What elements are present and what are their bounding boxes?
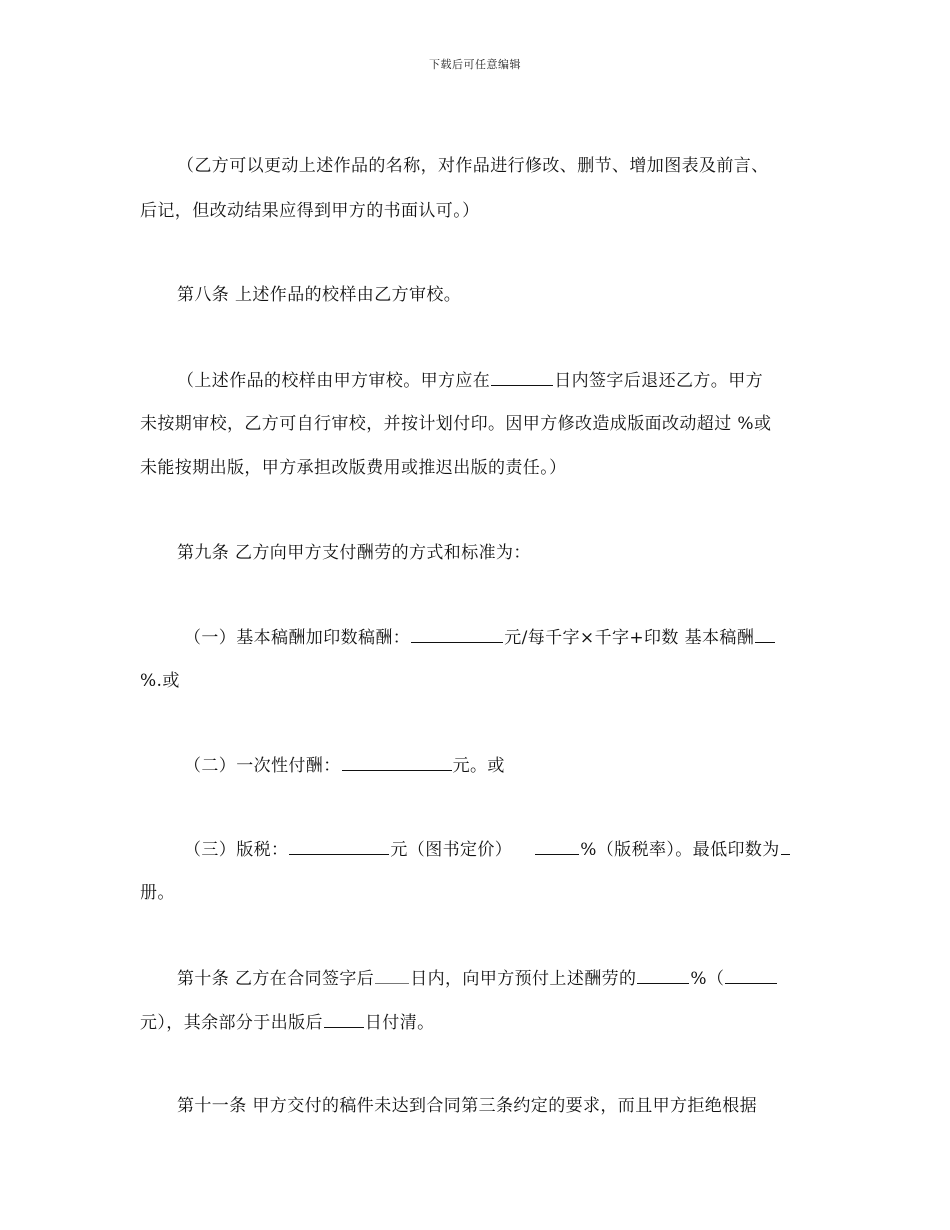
paragraph-line: 未按期审校，乙方可自行审校，并按计划付印。因甲方修改造成版面改动超过 %或 [140, 414, 772, 434]
fill-blank [411, 626, 503, 643]
text-fragment: %（版税率）。最低印数为 [580, 840, 780, 860]
payment-item-2 [184, 754, 864, 777]
text-fragment: 第十条 乙方在合同签字后 [177, 969, 375, 989]
fill-blank [535, 838, 579, 855]
article-10 [177, 967, 857, 990]
fill-blank [375, 967, 409, 984]
fill-blank [324, 1011, 364, 1028]
text-fragment: 元。或 [452, 756, 505, 776]
text-fragment: 日内签字后退还乙方。甲方 [554, 371, 764, 391]
fill-blank [289, 838, 389, 855]
paragraph-line: 未能按期出版，甲方承担改版费用或推迟出版的责任。） [140, 458, 567, 478]
article-9: 第九条 乙方向甲方支付酬劳的方式和标准为： [177, 543, 531, 563]
text-fragment: （一）基本稿酬加印数稿酬： [184, 628, 411, 648]
paragraph-line: （乙方可以更动上述作品的名称，对作品进行修改、删节、增加图表及前言、 [177, 156, 769, 176]
fill-blank [725, 967, 777, 984]
paragraph-line: 后记，但改动结果应得到甲方的书面认可。） [140, 201, 480, 221]
paragraph-line: 册。 [140, 883, 175, 903]
text-fragment: 日内，向甲方预付上述酬劳的 [410, 969, 637, 989]
text-fragment: （上述作品的校样由甲方审校。甲方应在 [177, 371, 491, 391]
text-fragment: 元（图书定价） [390, 840, 513, 860]
fill-blank [755, 626, 775, 643]
article-8: 第八条 上述作品的校样由乙方审校。 [177, 285, 462, 305]
payment-item-3 [184, 838, 864, 861]
page-header: 下载后可任意编辑 [429, 58, 521, 71]
text-fragment: （二）一次性付酬： [184, 756, 341, 776]
text-fragment: %（ [690, 969, 725, 989]
text-fragment: 元/每千字×千字+印数 基本稿酬 [504, 628, 755, 648]
fill-blank [491, 369, 553, 386]
fill-blank [637, 967, 689, 984]
paragraph-line: %.或 [140, 671, 180, 691]
payment-item-1 [184, 626, 864, 649]
paragraph-line [177, 369, 857, 392]
article-11: 第十一条 甲方交付的稿件未达到合同第三条约定的要求，而且甲方拒绝根据 [177, 1096, 758, 1116]
paragraph-line [140, 1011, 820, 1034]
fill-blank [781, 838, 790, 855]
text-fragment: （三）版税： [184, 840, 289, 860]
text-fragment: 元），其余部分于出版后 [140, 1013, 323, 1033]
fill-blank [342, 754, 452, 771]
text-fragment: 日付清。 [364, 1013, 435, 1033]
